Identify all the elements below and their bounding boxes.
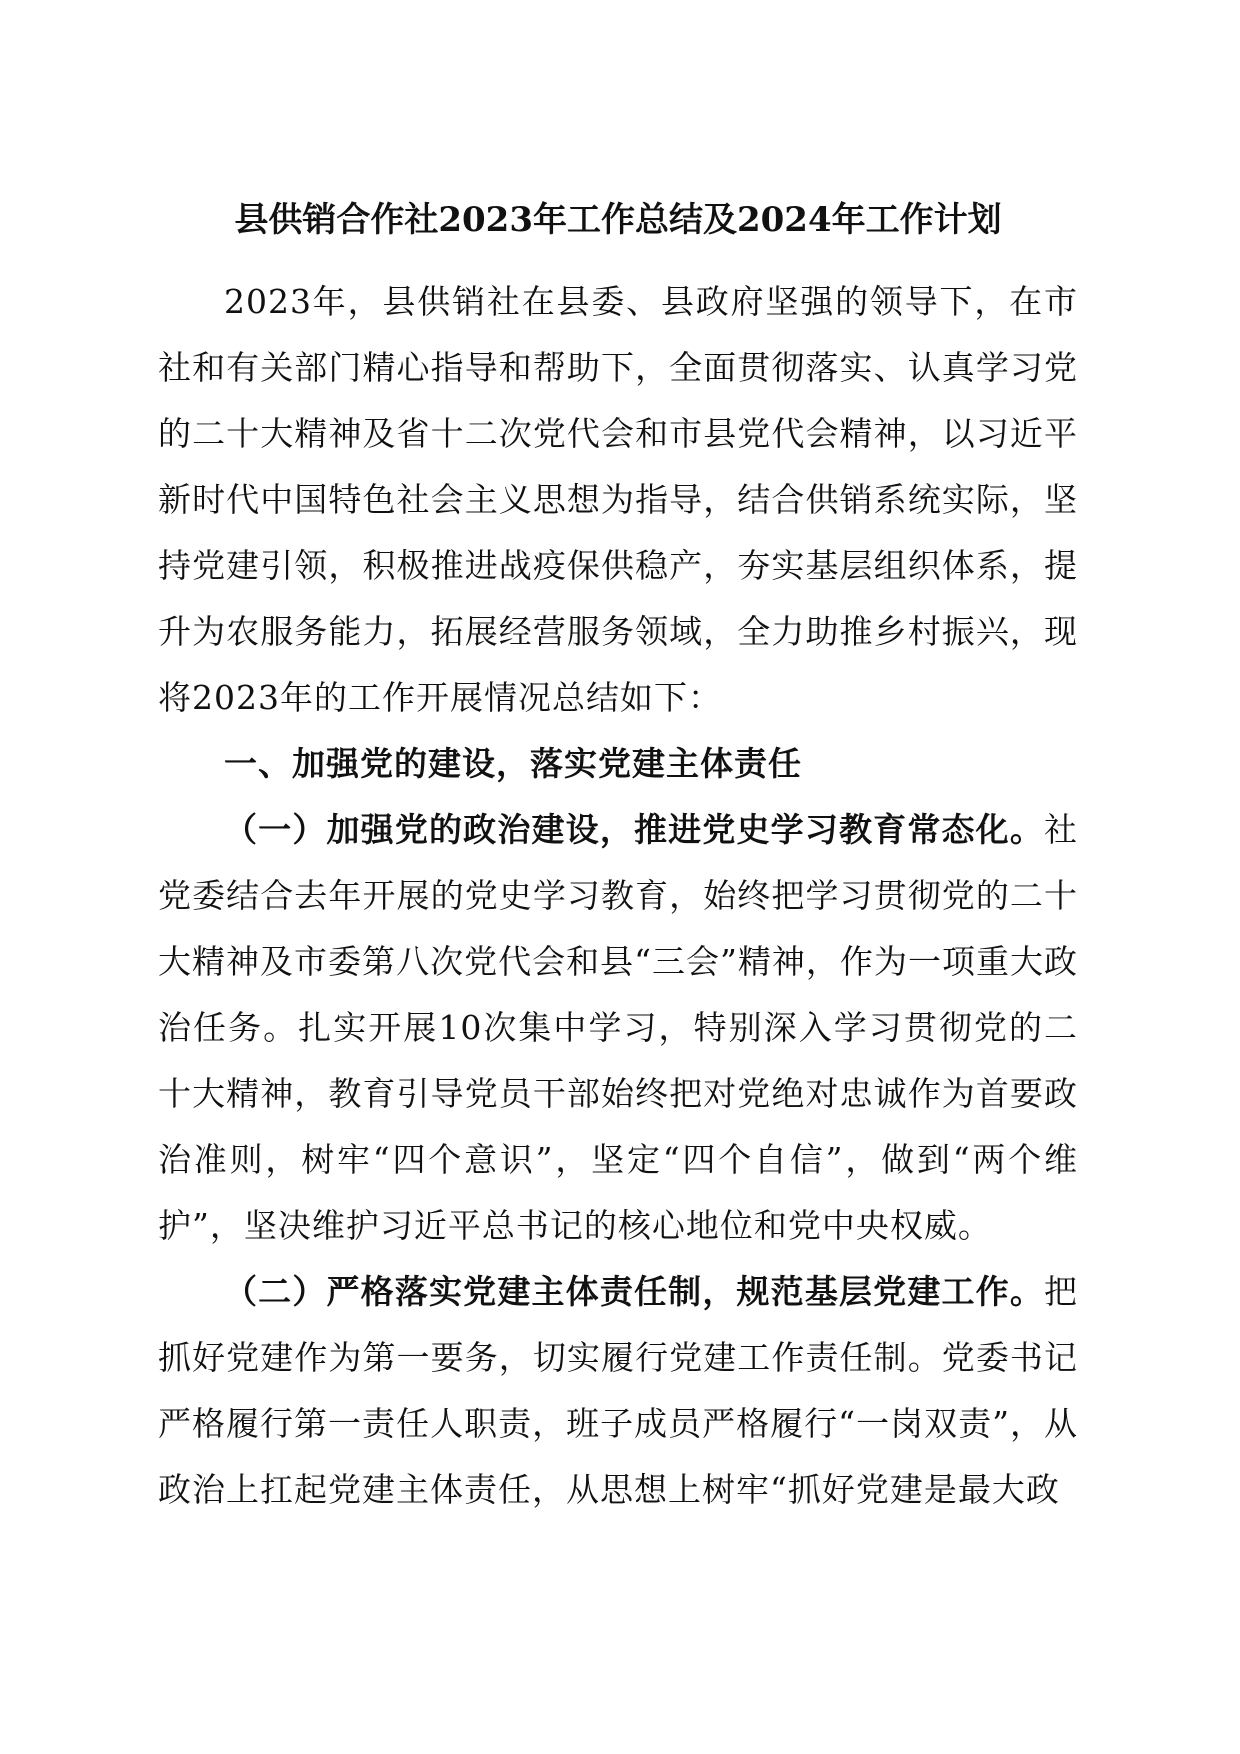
item-body: 社党委结合去年开展的党史学习教育，始终把学习贯彻党的二十大精神及市委第八次党代会和县“三会”精神，作为一项重大政治任务。扎实开展10次集中学习，特别深入学习贯彻党的二十大精神，教育引导党员干部始终把对党绝对忠诚作为首要政治准则，树牢“四个意识”，坚定“四个自信”，做到“两个维护”，坚决维护习近平总书记的核心地位和党中央权威。 [158,810,1078,1245]
section-heading: 一、加强党的建设，落实党建主体责任 [224,744,802,783]
item-paragraph [158,1259,1078,1523]
intro-paragraph: 2023年，县供销社在县委、县政府坚强的领导下，在市社和有关部门精心指导和帮助下，全面贯彻落实、认真学习党的二十大精神及省十二次党代会和市县党代会精神，以习近平新时代中国特色社会主义思想为指导，结合供销系统实际，坚持党建引领，积极推进战疫保供稳产，夯实基层组织体系，提升为农服务能力，拓展经营服务领域，全力助推乡村振兴，现将2023年的工作开展情况总结如下： [158,282,1078,717]
item-lead: （二）严格落实党建主体责任制，规范基层党建工作。 [224,1272,1044,1311]
item-paragraph [158,797,1078,1259]
item-body: 把抓好党建作为第一要务，切实履行党建工作责任制。党委书记严格履行第一责任人职责，班子成员严格履行“一岗双责”，从政治上扛起党建主体责任，从思想上树牢“抓好党建是最大政 [158,1272,1078,1509]
document-title: 县供销合作社2023年工作总结及2024年工作计划 [234,200,1002,240]
item-lead: （一）加强党的政治建设，推进党史学习教育常态化。 [224,810,1044,849]
document-page [158,195,1078,1523]
